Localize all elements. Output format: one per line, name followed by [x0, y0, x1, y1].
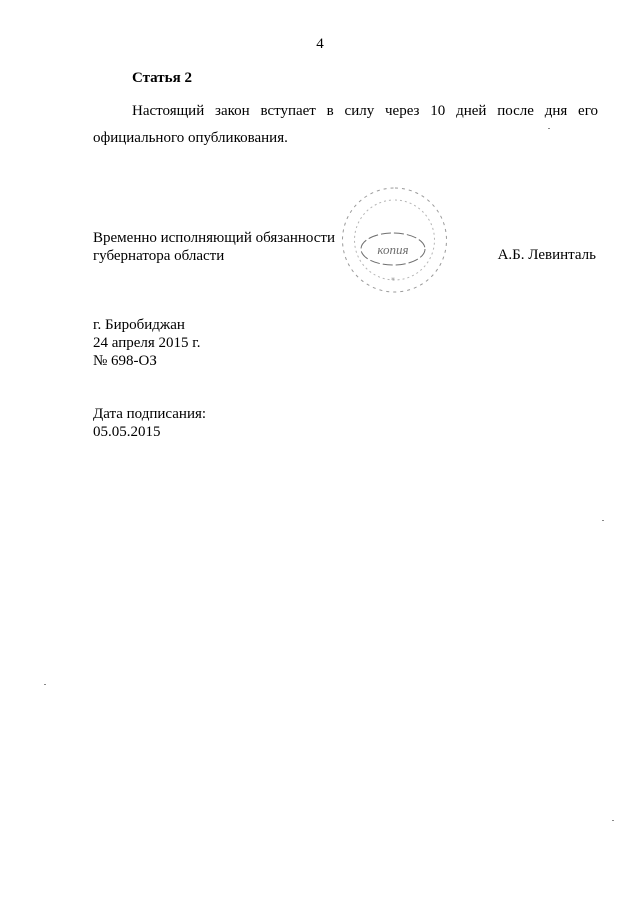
stamp-text: копия [377, 242, 409, 257]
law-details [93, 316, 201, 370]
scan-speck [612, 820, 614, 821]
page-number: 4 [316, 36, 324, 52]
signer-name: А.Б. Левинталь [497, 247, 596, 263]
signing-label: Дата подписания: [93, 406, 207, 422]
scan-speck [602, 520, 604, 521]
law-number: № 698-ОЗ [93, 353, 157, 369]
signatory-title [93, 229, 335, 265]
copy-stamp [330, 180, 460, 300]
signing-info [93, 405, 206, 441]
article-text: Настоящий закон вступает в силу через 10 дней после дня его официального опубликования. [93, 103, 598, 146]
law-date: 24 апреля 2015 г. [93, 335, 201, 351]
city: г. Биробиджан [93, 317, 185, 333]
article-heading: Статья 2 [132, 70, 192, 86]
signatory-title-line1: Временно исполняющий обязанности [93, 230, 336, 246]
signatory-title-line2: губернатора области [93, 248, 225, 264]
signing-date: 05.05.2015 [93, 424, 161, 440]
scan-speck [44, 684, 46, 685]
svg-text:*: * [391, 276, 395, 285]
scan-speck [548, 128, 550, 129]
